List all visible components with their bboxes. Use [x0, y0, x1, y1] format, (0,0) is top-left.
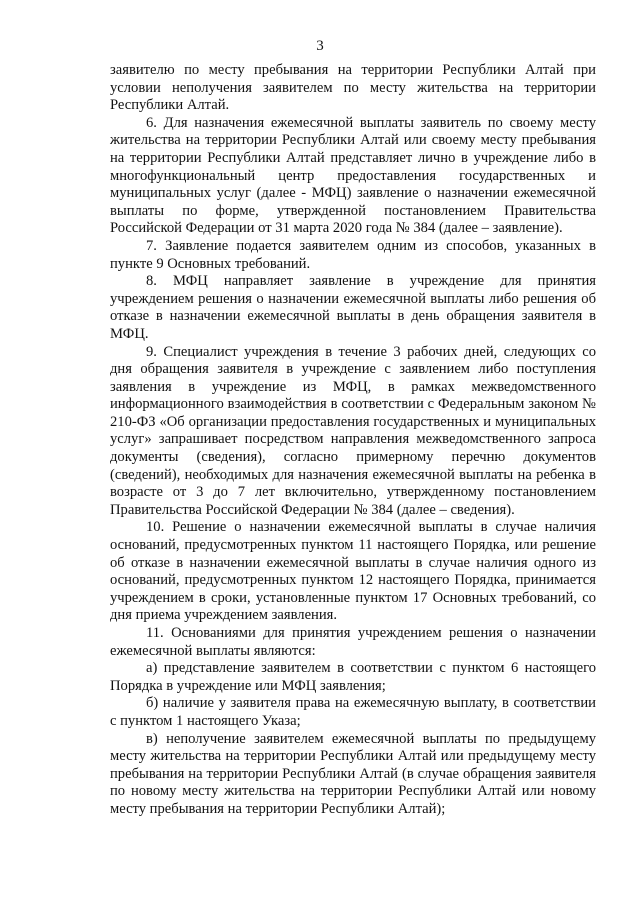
- paragraph-7: 7. Заявление подается заявителем одним из способов, указанных в пункте 9 Основных требований.: [110, 237, 596, 272]
- paragraph-6: 6. Для назначения ежемесячной выплаты заявитель по своему месту жительства на территории Республики Алтай или своему месту пребывания на территории Республики Алтай представляет лично в учреждение либо в многофункциональный центр предоставления государственных и муниципальных услуг (далее - МФЦ) заявление о назначении ежемесячной выплаты по форме, утвержденной постановлением Правительства Российской Федерации от 31 марта 2020 года № 384 (далее – заявление).: [110, 114, 596, 237]
- paragraph-11-v: в) неполучение заявителем ежемесячной выплаты по предыдущему месту жительства на территории Республики Алтай или предыдущему месту пребывания на территории Республики Алтай (в случае обращения заявителя по новому месту жительства на территории Республики Алтай или новому месту пребывания на территории Республики Алтай);: [110, 730, 596, 817]
- paragraph-8: 8. МФЦ направляет заявление в учреждение для принятия учреждением решения о назначении ежемесячной выплаты либо решения об отказе в назначении ежемесячной выплаты в день обращения заявителя в МФЦ.: [110, 273, 596, 342]
- paragraph-continuation: заявителю по месту пребывания на территории Республики Алтай при условии неполучения заявителем по месту жительства на территории Республики Алтай.: [110, 62, 596, 114]
- paragraph-11: 11. Основаниями для принятия учреждением решения о назначении ежемесячной выплаты являются:: [110, 625, 596, 659]
- paragraph-10: 10. Решение о назначении ежемесячной выплаты в случае наличия оснований, предусмотренных пунктом 11 настоящего Порядка, или решение об отказе в назначении ежемесячной выплаты в случае наличия одного из оснований, предусмотренных пунктом 12 настоящего Порядка, принимается учреждением в сроки, установленные пунктом 17 Основных требований, со дня приема учреждением заявления.: [110, 519, 596, 624]
- page-number: 3: [316, 38, 324, 54]
- paragraph-11-b: б) наличие у заявителя права на ежемесячную выплату, в соответствии с пунктом 1 настоящего Указа;: [110, 695, 596, 729]
- paragraph-11-a: а) представление заявителем в соответствии с пунктом 6 настоящего Порядка в учреждение или МФЦ заявления;: [110, 660, 596, 694]
- document-body: [110, 62, 596, 819]
- paragraph-9: 9. Специалист учреждения в течение 3 рабочих дней, следующих со дня обращения заявителя в учреждение с заявлением либо поступления заявления в учреждение из МФЦ, в рамках межведомственного информационного взаимодействия в соответствии с Федеральным законом № 210-ФЗ «Об организации предоставления государственных и муниципальных услуг» запрашивает посредством направления межведомственного запроса документы (сведения), согласно примерному перечню документов (сведений), необходимых для назначения ежемесячной выплаты на ребенка в возрасте от 3 до 7 лет включительно, утвержденному постановлением Правительства Российской Федерации № 384 (далее – сведения).: [110, 343, 596, 518]
